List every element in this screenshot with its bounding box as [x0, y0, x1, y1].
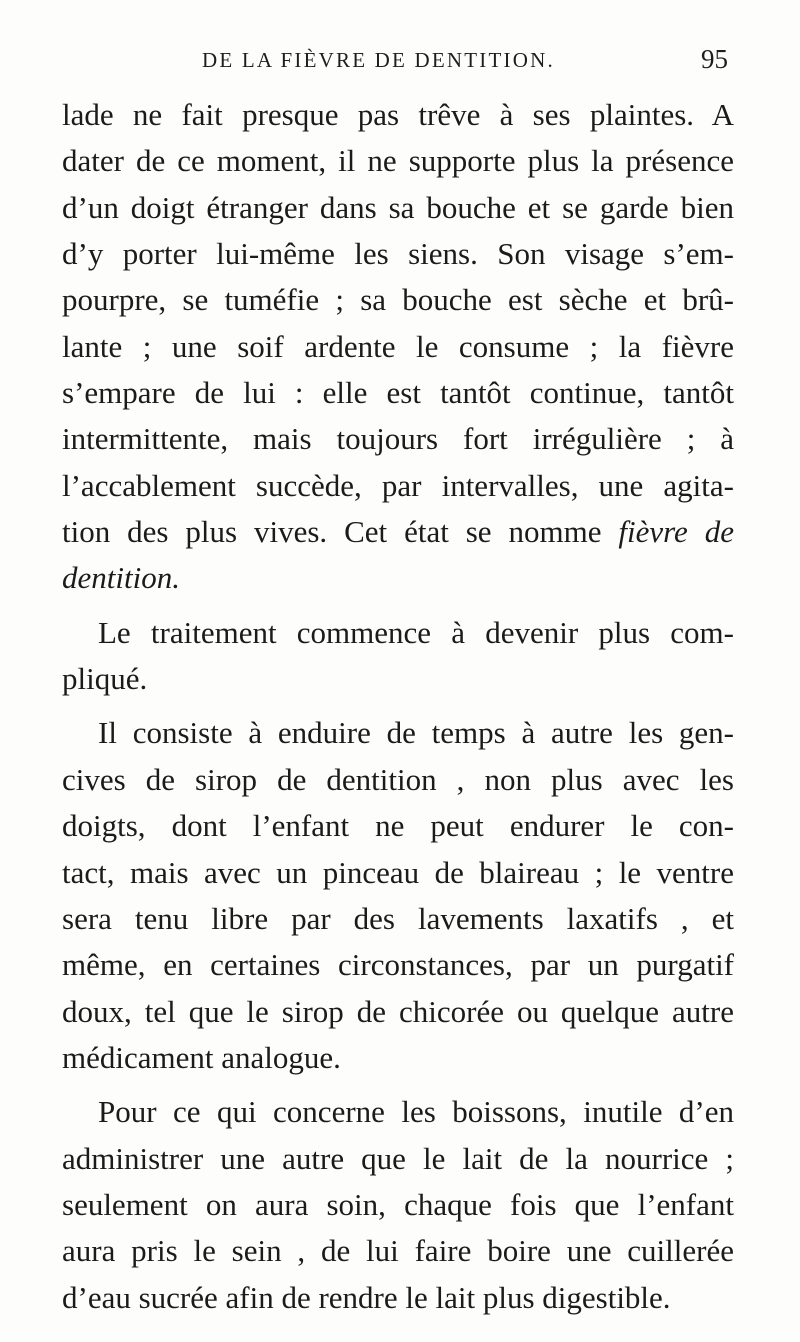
text-line: pliqué.: [62, 661, 148, 697]
text-line: cives de sirop de dentition , non plus avec les: [62, 761, 734, 797]
text-line: l’accablement succède, par intervalles, une agita-: [62, 467, 734, 503]
paragraph-1: [62, 92, 734, 602]
text-line: d’eau sucrée afin de rendre le lait plus digestible.: [62, 1279, 671, 1315]
running-head: DE LA FIÈVRE DE DENTITION.: [202, 48, 555, 72]
text-line: Le traitement commence à devenir plus com-: [98, 614, 734, 650]
paragraph-2: [62, 610, 734, 703]
page-header: [62, 44, 734, 78]
text-line: s’empare de lui : elle est tantôt continue, tantôt: [62, 375, 734, 411]
text-line: d’un doigt étranger dans sa bouche et se garde bien: [62, 189, 734, 225]
text-line: médicament analogue.: [62, 1039, 341, 1075]
text-line: administrer une autre que le lait de la nourrice ;: [62, 1140, 734, 1176]
text-line: dater de ce moment, il ne supporte plus la présence: [62, 143, 734, 179]
text-line: lante ; une soif ardente le consume ; la fièvre: [62, 328, 734, 364]
italic-term: fièvre de: [618, 514, 734, 550]
text-line: tact, mais avec un pinceau de blaireau ; le ventre: [62, 854, 734, 890]
body-text: [62, 92, 734, 1321]
text-line: lade ne fait presque pas trêve à ses plaintes. A: [62, 97, 734, 132]
paragraph-4: [62, 1089, 734, 1321]
text-line: Il consiste à enduire de temps à autre les gen-: [98, 715, 734, 751]
text-line: d’y porter lui-même les siens. Son visage s’em-: [62, 236, 734, 272]
text-line: aura pris le sein , de lui faire boire une cuillerée: [62, 1233, 734, 1269]
paragraph-gap: [62, 1081, 734, 1089]
text-line: seulement on aura soin, chaque fois que l’enfant: [62, 1186, 734, 1222]
page-number: 95: [701, 44, 728, 74]
paragraph-gap: [62, 702, 734, 710]
text-line: intermittente, mais toujours fort irrégulière ; à: [62, 421, 734, 457]
text-line: [62, 509, 734, 555]
text-line: sera tenu libre par des lavements laxatifs , et: [62, 900, 734, 936]
paragraph-gap: [62, 602, 734, 610]
text-line: Pour ce qui concerne les boissons, inutile d’en: [98, 1094, 734, 1130]
paragraph-3: [62, 710, 734, 1081]
text-line: même, en certaines circonstances, par un purgatif: [62, 947, 734, 983]
italic-term: dentition.: [62, 560, 180, 596]
text-segment: tion des plus vives. Cet état se nomme: [62, 514, 602, 550]
text-line: doigts, dont l’enfant ne peut endurer le con-: [62, 808, 734, 844]
text-line: pourpre, se tuméfie ; sa bouche est sèche et brû-: [62, 282, 734, 318]
text-line: doux, tel que le sirop de chicorée ou quelque autre: [62, 993, 734, 1029]
